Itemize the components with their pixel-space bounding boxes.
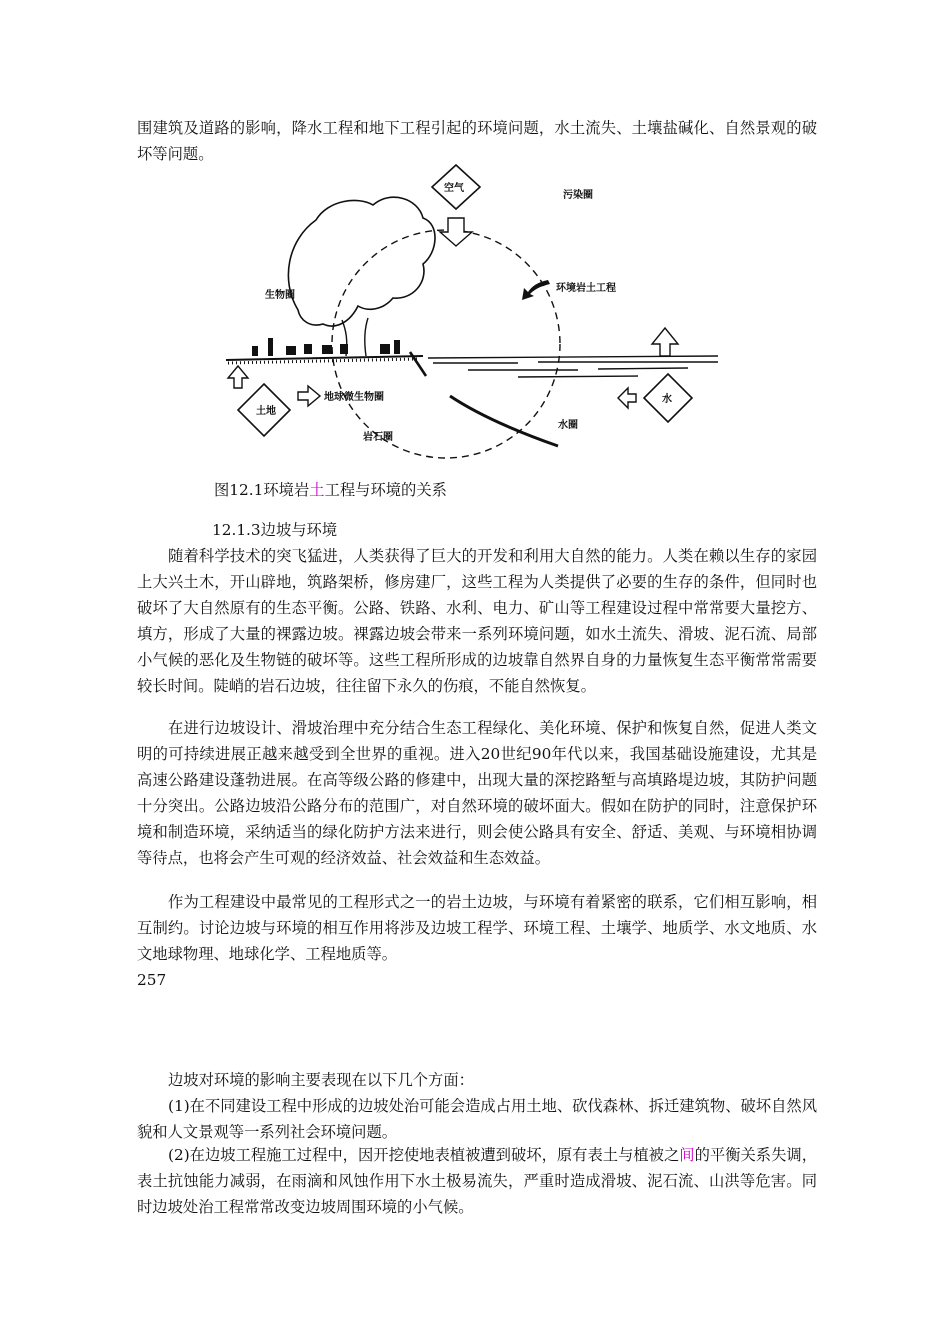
env-geo-arrow-icon [522,280,550,300]
figure-caption: 图12.1环境岩土工程与环境的关系 [214,481,447,499]
tree-crown-shape [288,197,435,326]
microbe-arrow-icon [298,386,320,406]
label-lithosphere: 岩石圈 [363,432,393,443]
surface-objects-icon [252,338,400,356]
land-up-arrow-icon [228,366,248,388]
air-down-arrow-icon [440,218,472,246]
label-pollution: 污染圈 [563,190,593,201]
water-surface-lines [428,356,718,377]
paragraph-highlight: 间 [679,1146,695,1164]
label-water: 水 [662,394,672,405]
paragraph-3: 作为工程建设中最常见的工程形式之一的岩土边坡，与环境有着紧密的联系，它们相互影响，相互制约。讨论边坡与环境的相互作用将涉及边坡工程学、环境工程、土壤学、地质学、水文地质、水文地球物理、地球化学、工程地质等。 [137,893,817,963]
tree-trunk-right [365,318,368,356]
env-geotech-circle [332,230,560,458]
paragraph-4: 边坡对环境的影响主要表现在以下几个方面： [168,1071,474,1089]
paragraph-2: 在进行边坡设计、滑坡治理中充分结合生态工程绿化、美化环境、保护和恢复自然，促进人类文明的可持续进展正越来越受到全世界的重视。进入20世纪90年代以来，我国基础设施建设，尤其是高速公路建设蓬勃进展。在高等级公路的修建中，出现大量的深挖路堑与高填路堤边坡，其防护问题十分突出。公路边坡沿公路分布的范围广，对自然环境的破坏面大。假如在防护的同时，注意保护环境和制造环境，采纳适当的绿化防护方法来进行，则会使公路具有安全、舒适、美观、与环境相协调等待点，也将会产生可观的经济效益、社会效益和生态效益。 [137,719,817,867]
subsurface-curve [450,396,558,446]
label-air: 空气 [444,183,464,194]
label-microbe: 地球微生物圈 [324,392,384,403]
label-hydrosphere: 水圈 [558,420,578,431]
paragraph-6: (2)在边坡工程施工过程中，因开挖使地表植被遭到破坏，原有表土与植被之间的平衡关系失调，表土抗蚀能力减弱，在雨滴和风蚀作用下水土极易流失，严重时造成滑坡、泥石流、山洪等危害。同时边坡处治工程常常改变边坡周围环境的小气候。 [137,1146,817,1216]
paragraph-5: (1)在不同建设工程中形成的边坡处治可能会造成占用土地、砍伐森林、拆迁建筑物、破坏自然风貌和人文景观等一系列社会环境问题。 [137,1097,817,1141]
label-land: 土地 [256,406,276,417]
page-number: 257 [137,971,167,989]
label-env-geo: 环境岩土工程 [556,283,616,294]
section-heading: 12.1.3边坡与环境 [212,521,338,539]
caption-highlight: 土 [309,481,325,499]
water-up-arrow-icon [652,328,678,356]
hydro-arrow-icon [618,388,636,408]
label-biosphere: 生物圈 [265,290,295,301]
environment-relation-figure [218,160,728,470]
paragraph-1: 随着科学技术的突飞猛进，人类获得了巨大的开发和利用大自然的能力。人类在赖以生存的家园上大兴土木，开山辟地，筑路架桥，修房建厂，这些工程为人类提供了必要的生存的条件，但同时也破坏了大自然原有的生态平衡。公路、铁路、水利、电力、矿山等工程建设过程中常常要大量挖方、填方，形成了大量的裸露边坡。裸露边坡会带来一系列环境问题，如水土流失、滑坡、泥石流、局部小气候的恶化及生物链的破坏等。这些工程所形成的边坡靠自然界自身的力量恢复生态平衡常常需要较长时间。陡峭的岩石边坡，往往留下永久的伤痕，不能自然恢复。 [137,547,817,695]
intro-paragraph: 围建筑及道路的影响，降水工程和地下工程引起的环境问题，水土流失、土壤盐碱化、自然景观的破坏等问题。 [137,119,817,163]
ground-surface [226,356,423,360]
